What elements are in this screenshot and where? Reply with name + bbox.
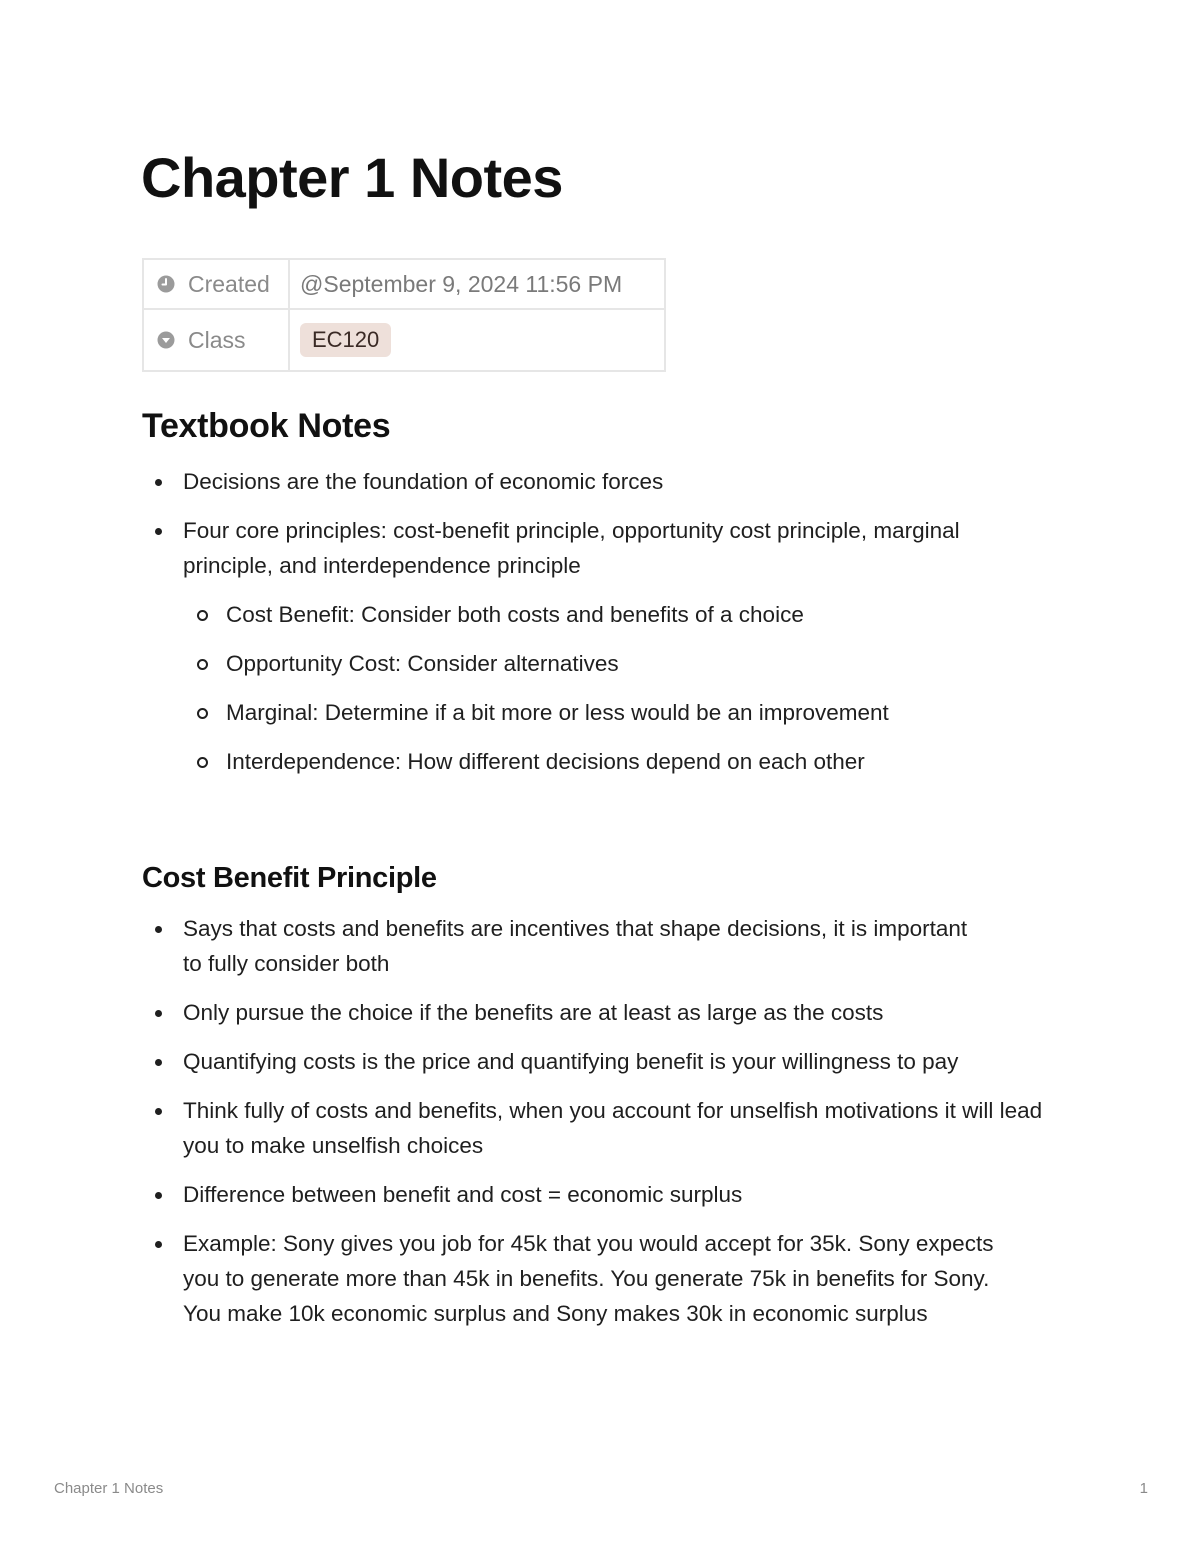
bullet-icon xyxy=(155,1108,162,1115)
list-item-text: Says that costs and benefits are incentives that shape decisions, it is important to fully consider both xyxy=(183,916,968,976)
bullet-icon xyxy=(155,1192,162,1199)
list-item-text: Think fully of costs and benefits, when you account for unselfish motivations it will lead you to make unselfish choices xyxy=(183,1098,1043,1158)
list-item xyxy=(0,513,983,583)
bullet-icon xyxy=(155,926,162,933)
sub-list-item-text: Marginal: Determine if a bit more or less would be an improvement xyxy=(226,700,889,725)
class-tag[interactable]: EC120 xyxy=(300,323,391,357)
property-row-created xyxy=(143,259,665,309)
clock-icon xyxy=(156,274,176,294)
list-item-text: Decisions are the foundation of economic forces xyxy=(183,469,664,494)
sub-list-item xyxy=(0,646,1026,681)
list-item-text: Difference between benefit and cost = economic surplus xyxy=(183,1182,743,1207)
list-item xyxy=(0,464,1003,499)
property-key-class xyxy=(143,309,289,371)
hollow-bullet-icon xyxy=(197,610,208,621)
property-value-created[interactable] xyxy=(289,259,665,309)
sub-list-item-text: Interdependence: How different decisions depend on each other xyxy=(226,749,865,774)
list-item-text: Only pursue the choice if the benefits are at least as large as the costs xyxy=(183,1000,884,1025)
list-item xyxy=(0,1226,1023,1331)
hollow-bullet-icon xyxy=(197,757,208,768)
list-item xyxy=(0,911,973,981)
select-icon xyxy=(156,330,176,350)
footer-title: Chapter 1 Notes xyxy=(54,1480,164,1497)
list-item xyxy=(0,1093,1068,1163)
property-row-class xyxy=(143,309,665,371)
cost-benefit-list xyxy=(0,911,1200,1345)
sub-list-item xyxy=(0,744,1026,779)
textbook-list xyxy=(0,464,1200,793)
property-key-label: Created xyxy=(188,270,270,297)
section-heading-textbook: Textbook Notes xyxy=(142,407,391,445)
properties-table xyxy=(142,258,666,372)
page-title: Chapter 1 Notes xyxy=(141,146,563,209)
sub-list-item xyxy=(0,597,1026,632)
list-item-text: Four core principles: cost-benefit principle, opportunity cost principle, marginal principle, and interdependence principle xyxy=(183,518,960,578)
bullet-icon xyxy=(155,479,162,486)
bullet-icon xyxy=(155,1241,162,1248)
list-item-text: Quantifying costs is the price and quantifying benefit is your willingness to pay xyxy=(183,1049,959,1074)
hollow-bullet-icon xyxy=(197,708,208,719)
property-value-class[interactable] xyxy=(289,309,665,371)
sub-list-item-text: Opportunity Cost: Consider alternatives xyxy=(226,651,619,676)
page-number: 1 xyxy=(1139,1480,1148,1497)
bullet-icon xyxy=(155,1010,162,1017)
property-key-created xyxy=(143,259,289,309)
list-item-text: Example: Sony gives you job for 45k that you would accept for 35k. Sony expects you to generate more than 45k in benefits. You generate 75k in benefits for Sony. You make 10k economic surplus and Sony makes 30k in economic surplus xyxy=(183,1231,994,1326)
list-item xyxy=(0,1177,1063,1212)
hollow-bullet-icon xyxy=(197,659,208,670)
bullet-icon xyxy=(155,528,162,535)
property-key-label: Class xyxy=(188,326,246,353)
section-heading-cost-benefit: Cost Benefit Principle xyxy=(142,862,437,894)
list-item xyxy=(0,1044,1083,1079)
sub-list-item-text: Cost Benefit: Consider both costs and benefits of a choice xyxy=(226,602,804,627)
list-item xyxy=(0,995,1063,1030)
sub-list-item xyxy=(0,695,1026,730)
created-date: @September 9, 2024 11:56 PM xyxy=(300,270,623,297)
bullet-icon xyxy=(155,1059,162,1066)
